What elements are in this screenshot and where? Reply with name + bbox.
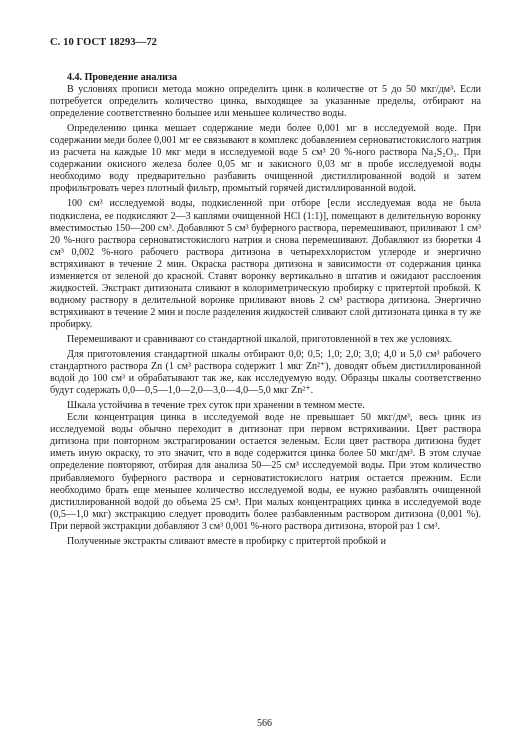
paragraph: Перемешивают и сравнивают со стандартной шкалой, приготовленной в тех же условиях. — [67, 333, 453, 345]
page-header: С. 10 ГОСТ 18293—72 — [50, 37, 158, 48]
paragraph: Определению цинка мешает содержание меди более 0,001 мг в исследуемой воде. При содержании меди более 0,001 мг ее связывают в комплекс добавлением серноватистокислого натрия из расчета на каждые 10 мкг меди в исследуемой воде 5 см³ 20 %-ного раствора Na₂S₂O₃. При содержании окисного железа более 0,05 мг и закисного 0,03 мг в пробе исследуемой воды необходимо воду предварительно разбавить очищенной дистиллированной водой и затем профильтровать через плотный фильтр, промытый горячей дистиллированной водой. — [50, 123, 481, 195]
paragraph: Если концентрация цинка в исследуемой воде не превышает 50 мкг/дм³, весь цинк из исследуемой воды обычно переходит в дитизонат при первом встряхивании. Цвет раствора дитизона при повторном экстрагировании остается зеленым. Если цвет раствора дитизона будет иметь иную окраску, то это значит, что в воде содержится цинка более 50 мкг/дм³. В этом случае определение повторяют, отбирая для анализа 50—25 см³ исследуемой воды. При этом количество прибавляемого буферного раствора и серноватистокислого натрия остается прежним. Если необходимо брать еще меньшее количество исследуемой воды, ее нужно разбавлять очищенной дистиллированной водой до объема 25 см³. При малых концентрациях цинка в исследуемой воде (0,5—1,0 мкг) экстракцию следует проводить более разбавленным раствором дитизона (0,001 %). При первой экстракции добавляют 3 см³ 0,001 %-ного раствора дитизона, второй раз 1 см³. — [50, 412, 481, 532]
paragraph: Полученные экстракты сливают вместе в пробирку с притертой пробкой и — [67, 535, 386, 547]
paragraph: В условиях прописи метода можно определить цинк в количестве от 5 до 50 мкг/дм³. Если потребуется определить количество цинка, выходящее за указанные пределы, отбирают на определение соответственно большее или меньшее количество воды. — [50, 84, 481, 120]
page-content — [50, 72, 481, 548]
paragraph: Для приготовления стандартной шкалы отбирают 0,0; 0,5; 1,0; 2,0; 3,0; 4,0 и 5,0 см³ рабочего стандартного раствора Zn (1 см³ раствора содержит 1 мкг Zn²⁺), доводят объем дистиллированной водой до 100 см³ и обрабатывают так же, как исследуемую воду. Образцы шкалы соответственно будут содержать 0,0—0,5—1,0—2,0—3,0—4,0—5,0 мкг Zn²⁺. — [50, 349, 481, 397]
page-number: 566 — [257, 718, 272, 729]
paragraph: Шкала устойчива в течение трех суток при хранении в темном месте. — [67, 400, 365, 412]
section-title: 4.4. Проведение анализа — [67, 72, 178, 83]
paragraph: 100 см³ исследуемой воды, подкисленной при отборе [если исследуемая вода не была подкислена, ее подкисляют 2—3 каплями очищенной HCl (1:1)], помещают в делительную воронку вместимостью 150—200 см³. Добавляют 5 см³ буферного раствора, перемешивают, приливают 1 см³ 20 %-ного раствора серноватистокислого натрия и снова перемешивают. Добавляют из бюретки 4 см³ 0,002 %-ного рабочего раствора дитизона в четыреххлористом углероде и энергично встряхивают в течение 2 мин. Окраска раствора дитизона в зависимости от содержания цинка изменяется от зеленой до красной. Ставят воронку вертикально в штатив и ожидают расслоения жидкостей. Экстракт дитизоната сливают в колориметрическую пробирку с притертой пробкой. К водному раствору в делительной воронке приливают вновь 2 см³ раствора дитизона. Энергично встряхивают в течение 2 мин и после разделения жидкостей сливают слой дитизоната цинка в ту же пробирку. — [50, 198, 481, 330]
